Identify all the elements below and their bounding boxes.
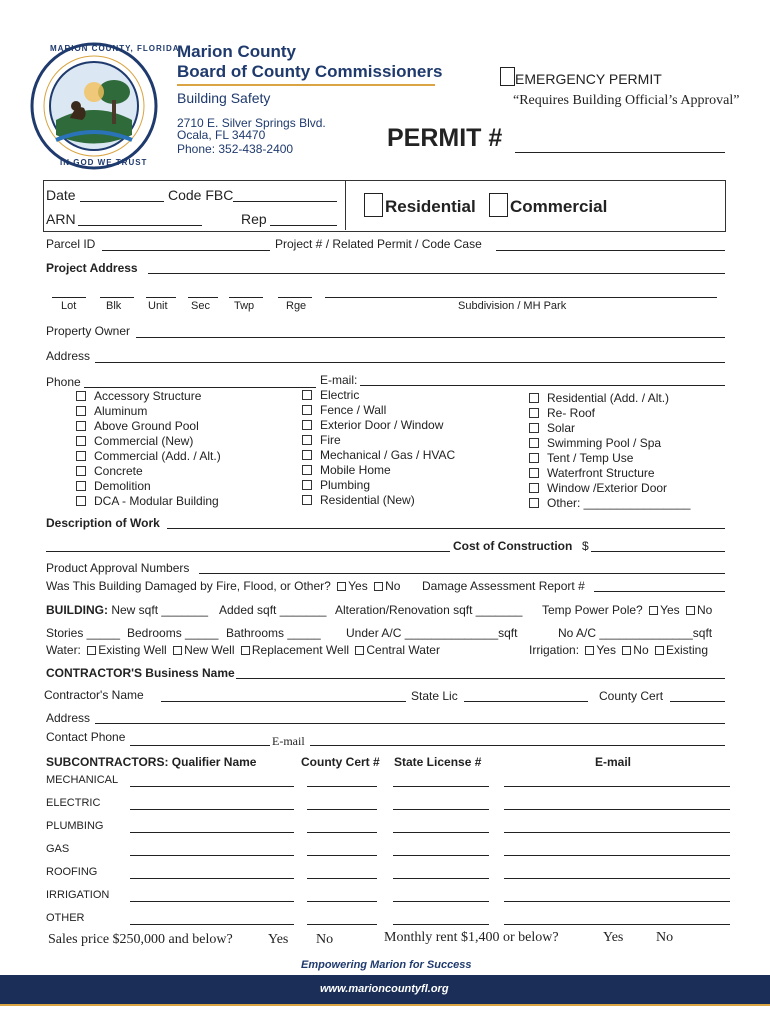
org-name-line2: Board of County Commissioners — [177, 62, 443, 81]
seal-bottom-text: IN GOD WE TRUST — [60, 158, 148, 167]
sub-qualifier-field[interactable] — [130, 809, 294, 810]
owner-email-field[interactable] — [360, 385, 725, 386]
commercial-checkbox[interactable] — [489, 193, 508, 217]
description-field-2[interactable] — [46, 551, 450, 552]
sub-trade-label: PLUMBING — [46, 820, 104, 832]
checkbox[interactable] — [302, 480, 312, 490]
sub-state-license-field[interactable] — [393, 924, 489, 925]
sub-trade-label: ELECTRIC — [46, 797, 101, 809]
description-label: Description of Work — [46, 516, 160, 530]
permit-type-item[interactable]: Solar — [529, 421, 690, 436]
sub-row-mechanical — [0, 772, 770, 792]
sub-qualifier-field[interactable] — [130, 832, 294, 833]
sub-email-field[interactable] — [504, 832, 730, 833]
checkbox[interactable] — [76, 421, 86, 431]
sub-row-plumbing — [0, 818, 770, 838]
checkbox[interactable] — [76, 496, 86, 506]
rent-yes-option[interactable]: Yes — [603, 930, 624, 945]
added-sqft[interactable]: Added sqft _______ — [219, 603, 327, 617]
permit-type-item[interactable]: Fence / Wall — [302, 403, 455, 418]
central-water-checkbox[interactable] — [355, 646, 364, 655]
checkbox[interactable] — [302, 465, 312, 475]
permit-type-item[interactable]: Window /Exterior Door — [529, 481, 690, 496]
project-address-label: Project Address — [46, 261, 138, 275]
checkbox[interactable] — [302, 450, 312, 460]
sub-state-license-field[interactable] — [393, 786, 489, 787]
stories-field[interactable]: Stories _____ — [46, 626, 121, 640]
cost-symbol: $ — [582, 539, 589, 553]
sub-email-field[interactable] — [504, 855, 730, 856]
property-owner-field[interactable] — [136, 337, 725, 338]
parcel-id-field[interactable] — [102, 250, 270, 251]
checkbox[interactable] — [76, 436, 86, 446]
checkbox[interactable] — [529, 468, 539, 478]
sub-trade-label: IRRIGATION — [46, 889, 110, 901]
existing-well-checkbox[interactable] — [87, 646, 96, 655]
lot-label: Lot — [61, 300, 77, 312]
sub-email-field[interactable] — [504, 809, 730, 810]
address-line1: 2710 E. Silver Springs Blvd. — [177, 116, 326, 130]
sub-county-cert-field[interactable] — [307, 832, 377, 833]
permit-type-item[interactable]: Demolition — [76, 479, 221, 494]
permit-type-item[interactable]: Above Ground Pool — [76, 419, 221, 434]
lot-field[interactable] — [52, 297, 86, 298]
checkbox[interactable] — [302, 420, 312, 430]
footer-website[interactable]: www.marioncountyfl.org — [320, 983, 449, 995]
sub-email-field[interactable] — [504, 878, 730, 879]
sub-qualifier-field[interactable] — [130, 786, 294, 787]
state-lic-field[interactable] — [464, 701, 588, 702]
checkbox[interactable] — [76, 406, 86, 416]
alteration-sqft[interactable]: Alteration/Renovation sqft _______ — [335, 603, 523, 617]
sub-qualifier-field[interactable] — [130, 901, 294, 902]
county-cert-label: County Cert — [599, 689, 664, 703]
checkbox[interactable] — [529, 438, 539, 448]
sub-row-roofing — [0, 864, 770, 884]
temp-power-row: Temp Power Pole? Yes No — [542, 603, 713, 617]
owner-address-label: Address — [46, 349, 91, 363]
damage-report-field[interactable] — [594, 591, 725, 592]
sub-qualifier-field[interactable] — [130, 924, 294, 925]
contractor-address-label: Address — [46, 711, 91, 725]
sub-email-field[interactable] — [504, 901, 730, 902]
permit-type-item[interactable]: Exterior Door / Window — [302, 418, 455, 433]
permit-type-item[interactable]: Tent / Temp Use — [529, 451, 690, 466]
permit-types-col3 — [529, 391, 690, 511]
product-approval-field[interactable] — [199, 573, 725, 574]
sub-county-cert-field[interactable] — [307, 809, 377, 810]
subdivision-field[interactable] — [325, 297, 717, 298]
phone-number: Phone: 352-438-2400 — [177, 142, 294, 156]
emergency-note: “Requires Building Official’s Approval” — [513, 93, 740, 108]
new-sqft[interactable]: New sqft _______ — [111, 603, 209, 617]
checkbox[interactable] — [76, 466, 86, 476]
twp-field[interactable] — [229, 297, 263, 298]
permit-type-item[interactable]: Commercial (New) — [76, 434, 221, 449]
rep-field[interactable] — [270, 225, 337, 226]
emergency-checkbox[interactable] — [500, 67, 515, 86]
permit-type-item[interactable]: Residential (New) — [302, 493, 455, 508]
checkbox[interactable] — [302, 435, 312, 445]
product-approval-label: Product Approval Numbers — [46, 561, 190, 575]
rge-label: Rge — [286, 300, 307, 312]
sub-state-license-field[interactable] — [393, 878, 489, 879]
checkbox[interactable] — [302, 390, 312, 400]
sub-qualifier-field[interactable] — [130, 878, 294, 879]
sub-row-other — [0, 910, 770, 930]
sub-county-cert-field[interactable] — [307, 786, 377, 787]
sub-email-field[interactable] — [504, 786, 730, 787]
county-seal — [28, 40, 180, 172]
irrigation-no-checkbox[interactable] — [622, 646, 631, 655]
code-fbc-label: Code FBC — [168, 187, 234, 203]
temp-power-label: Temp Power Pole? — [542, 603, 643, 617]
state-lic-label: State Lic — [411, 689, 458, 703]
sub-email-field[interactable] — [504, 924, 730, 925]
parcel-id-label: Parcel ID — [46, 237, 96, 251]
checkbox[interactable] — [529, 453, 539, 463]
cost-label: Cost of Construction — [453, 539, 573, 553]
contractor-business-field[interactable] — [236, 678, 725, 679]
sub-row-gas — [0, 841, 770, 861]
contractor-email-label: E-mail — [272, 734, 305, 748]
sub-county-cert-header: County Cert # — [301, 755, 380, 769]
sub-row-electric — [0, 795, 770, 815]
property-owner-label: Property Owner — [46, 324, 131, 338]
date-label: Date — [46, 187, 76, 203]
seal-top-text: MARION COUNTY, FLORIDA — [50, 44, 180, 53]
sub-state-license-field[interactable] — [393, 901, 489, 902]
permit-types-col2 — [302, 388, 455, 508]
permit-type-item[interactable]: Plumbing — [302, 478, 455, 493]
description-field[interactable] — [167, 528, 725, 529]
info-box-divider — [345, 180, 346, 230]
sub-email-header: E-mail — [595, 755, 632, 769]
checkbox[interactable] — [76, 391, 86, 401]
contractor-name-label: Contractor's Name — [44, 688, 144, 702]
damaged-label: Was This Building Damaged by Fire, Flood, or Other? — [46, 579, 331, 593]
owner-phone-label: Phone — [46, 375, 81, 389]
sec-field[interactable] — [188, 297, 218, 298]
sales-yes-option[interactable]: Yes — [268, 932, 289, 947]
arn-field[interactable] — [78, 225, 202, 226]
sub-state-license-field[interactable] — [393, 809, 489, 810]
temp-power-no-checkbox[interactable] — [686, 606, 695, 615]
twp-label: Twp — [234, 300, 255, 312]
sub-state-license-field[interactable] — [393, 832, 489, 833]
permit-type-item[interactable]: Mechanical / Gas / HVAC — [302, 448, 455, 463]
code-fbc-field[interactable] — [233, 201, 337, 202]
permit-type-item[interactable]: Electric — [302, 388, 455, 403]
contractor-business-label: CONTRACTOR'S Business Name — [46, 666, 235, 680]
owner-email-label: E-mail: — [320, 373, 358, 387]
damaged-yes-checkbox[interactable] — [337, 582, 346, 591]
permit-type-item[interactable]: Other: ________________ — [529, 496, 690, 511]
sub-qualifier-field[interactable] — [130, 855, 294, 856]
checkbox[interactable] — [529, 423, 539, 433]
permit-type-item[interactable]: DCA - Modular Building — [76, 494, 221, 509]
project-address-field[interactable] — [148, 273, 725, 274]
checkbox[interactable] — [529, 483, 539, 493]
replacement-well-checkbox[interactable] — [241, 646, 250, 655]
permit-type-item[interactable]: Swimming Pool / Spa — [529, 436, 690, 451]
unit-field[interactable] — [146, 297, 176, 298]
emergency-label: EMERGENCY PERMIT — [515, 71, 662, 87]
bedrooms-field[interactable]: Bedrooms _____ — [127, 626, 219, 640]
temp-power-yes-checkbox[interactable] — [649, 606, 658, 615]
water-label: Water: — [46, 643, 81, 657]
contractor-email-field[interactable] — [310, 745, 725, 746]
under-ac-field[interactable]: Under A/C ______________sqft — [346, 626, 518, 640]
sec-label: Sec — [191, 300, 210, 312]
project-number-label: Project # / Related Permit / Code Case — [275, 237, 482, 251]
permit-types-col1 — [76, 389, 221, 509]
subcontractors-header: SUBCONTRACTORS: Qualifier Name — [46, 755, 257, 769]
permit-type-item[interactable]: Re- Roof — [529, 406, 690, 421]
checkbox[interactable] — [76, 481, 86, 491]
sales-price-question: Sales price $250,000 and below? — [48, 932, 233, 947]
permit-type-item[interactable]: Accessory Structure — [76, 389, 221, 404]
residential-label: Residential — [385, 197, 476, 216]
new-well-checkbox[interactable] — [173, 646, 182, 655]
irrigation-yes-checkbox[interactable] — [585, 646, 594, 655]
irrigation-existing-checkbox[interactable] — [655, 646, 664, 655]
sub-state-license-header: State License # — [394, 755, 482, 769]
checkbox[interactable] — [76, 451, 86, 461]
checkbox[interactable] — [529, 408, 539, 418]
commercial-label: Commercial — [510, 197, 608, 216]
permit-number-label: PERMIT # — [387, 124, 503, 152]
irrigation-label: Irrigation: — [529, 643, 580, 657]
sub-county-cert-field[interactable] — [307, 855, 377, 856]
damage-report-label: Damage Assessment Report # — [422, 579, 585, 593]
permit-type-item[interactable]: Residential (Add. / Alt.) — [529, 391, 690, 406]
permit-type-item[interactable]: Commercial (Add. / Alt.) — [76, 449, 221, 464]
permit-type-item[interactable]: Concrete — [76, 464, 221, 479]
permit-type-item[interactable]: Aluminum — [76, 404, 221, 419]
sales-no-option[interactable]: No — [316, 932, 334, 947]
sub-county-cert-field[interactable] — [307, 924, 377, 925]
permit-type-item[interactable]: Mobile Home — [302, 463, 455, 478]
building-row-1 — [46, 603, 208, 617]
sub-trade-label: OTHER — [46, 912, 85, 924]
checkbox[interactable] — [529, 498, 539, 508]
rep-label: Rep — [241, 211, 267, 227]
residential-checkbox[interactable] — [364, 193, 383, 217]
permit-type-item[interactable]: Fire — [302, 433, 455, 448]
checkbox[interactable] — [302, 495, 312, 505]
cost-field[interactable] — [591, 551, 725, 552]
owner-address-field[interactable] — [95, 362, 725, 363]
contact-phone-label: Contact Phone — [46, 730, 126, 744]
sub-state-license-field[interactable] — [393, 855, 489, 856]
irrigation-row: Irrigation: Yes No Existing — [529, 643, 709, 657]
damaged-no-checkbox[interactable] — [374, 582, 383, 591]
blk-field[interactable] — [100, 297, 134, 298]
org-underline — [177, 84, 435, 86]
footer-gold-line — [0, 1004, 770, 1006]
sub-trade-label: MECHANICAL — [46, 774, 119, 786]
date-field[interactable] — [80, 201, 164, 202]
owner-phone-field[interactable] — [84, 387, 316, 388]
sub-trade-label: ROOFING — [46, 866, 98, 878]
unit-label: Unit — [148, 300, 168, 312]
contact-phone-field[interactable] — [130, 745, 270, 746]
project-number-field[interactable] — [496, 250, 725, 251]
rent-no-option[interactable]: No — [656, 930, 674, 945]
address-line2: Ocala, FL 34470 — [177, 128, 266, 142]
building-label: BUILDING: — [46, 603, 108, 617]
permit-number-line[interactable] — [515, 152, 725, 153]
water-row: Water: Existing Well New Well Replacement Well Central Water — [46, 643, 440, 657]
subdivision-label: Subdivision / MH Park — [458, 300, 567, 312]
permit-type-item[interactable]: Waterfront Structure — [529, 466, 690, 481]
sub-row-irrigation — [0, 887, 770, 907]
damaged-question: Was This Building Damaged by Fire, Flood, or Other? Yes No — [46, 579, 401, 593]
county-cert-field[interactable] — [670, 701, 725, 702]
org-name-line1: Marion County — [177, 42, 296, 61]
sub-county-cert-field[interactable] — [307, 901, 377, 902]
monthly-rent-question: Monthly rent $1,400 or below? — [384, 930, 559, 945]
no-ac-field[interactable]: No A/C ______________sqft — [558, 626, 713, 640]
contractor-name-field[interactable] — [161, 701, 406, 702]
sub-trade-label: GAS — [46, 843, 70, 855]
bathrooms-field[interactable]: Bathrooms _____ — [226, 626, 321, 640]
department-name: Building Safety — [177, 90, 271, 106]
contractor-address-field[interactable] — [95, 723, 725, 724]
footer-tagline: Empowering Marion for Success — [301, 959, 472, 971]
blk-label: Blk — [106, 300, 122, 312]
checkbox[interactable] — [302, 405, 312, 415]
sub-county-cert-field[interactable] — [307, 878, 377, 879]
rge-field[interactable] — [278, 297, 312, 298]
arn-label: ARN — [46, 211, 76, 227]
checkbox[interactable] — [529, 393, 539, 403]
